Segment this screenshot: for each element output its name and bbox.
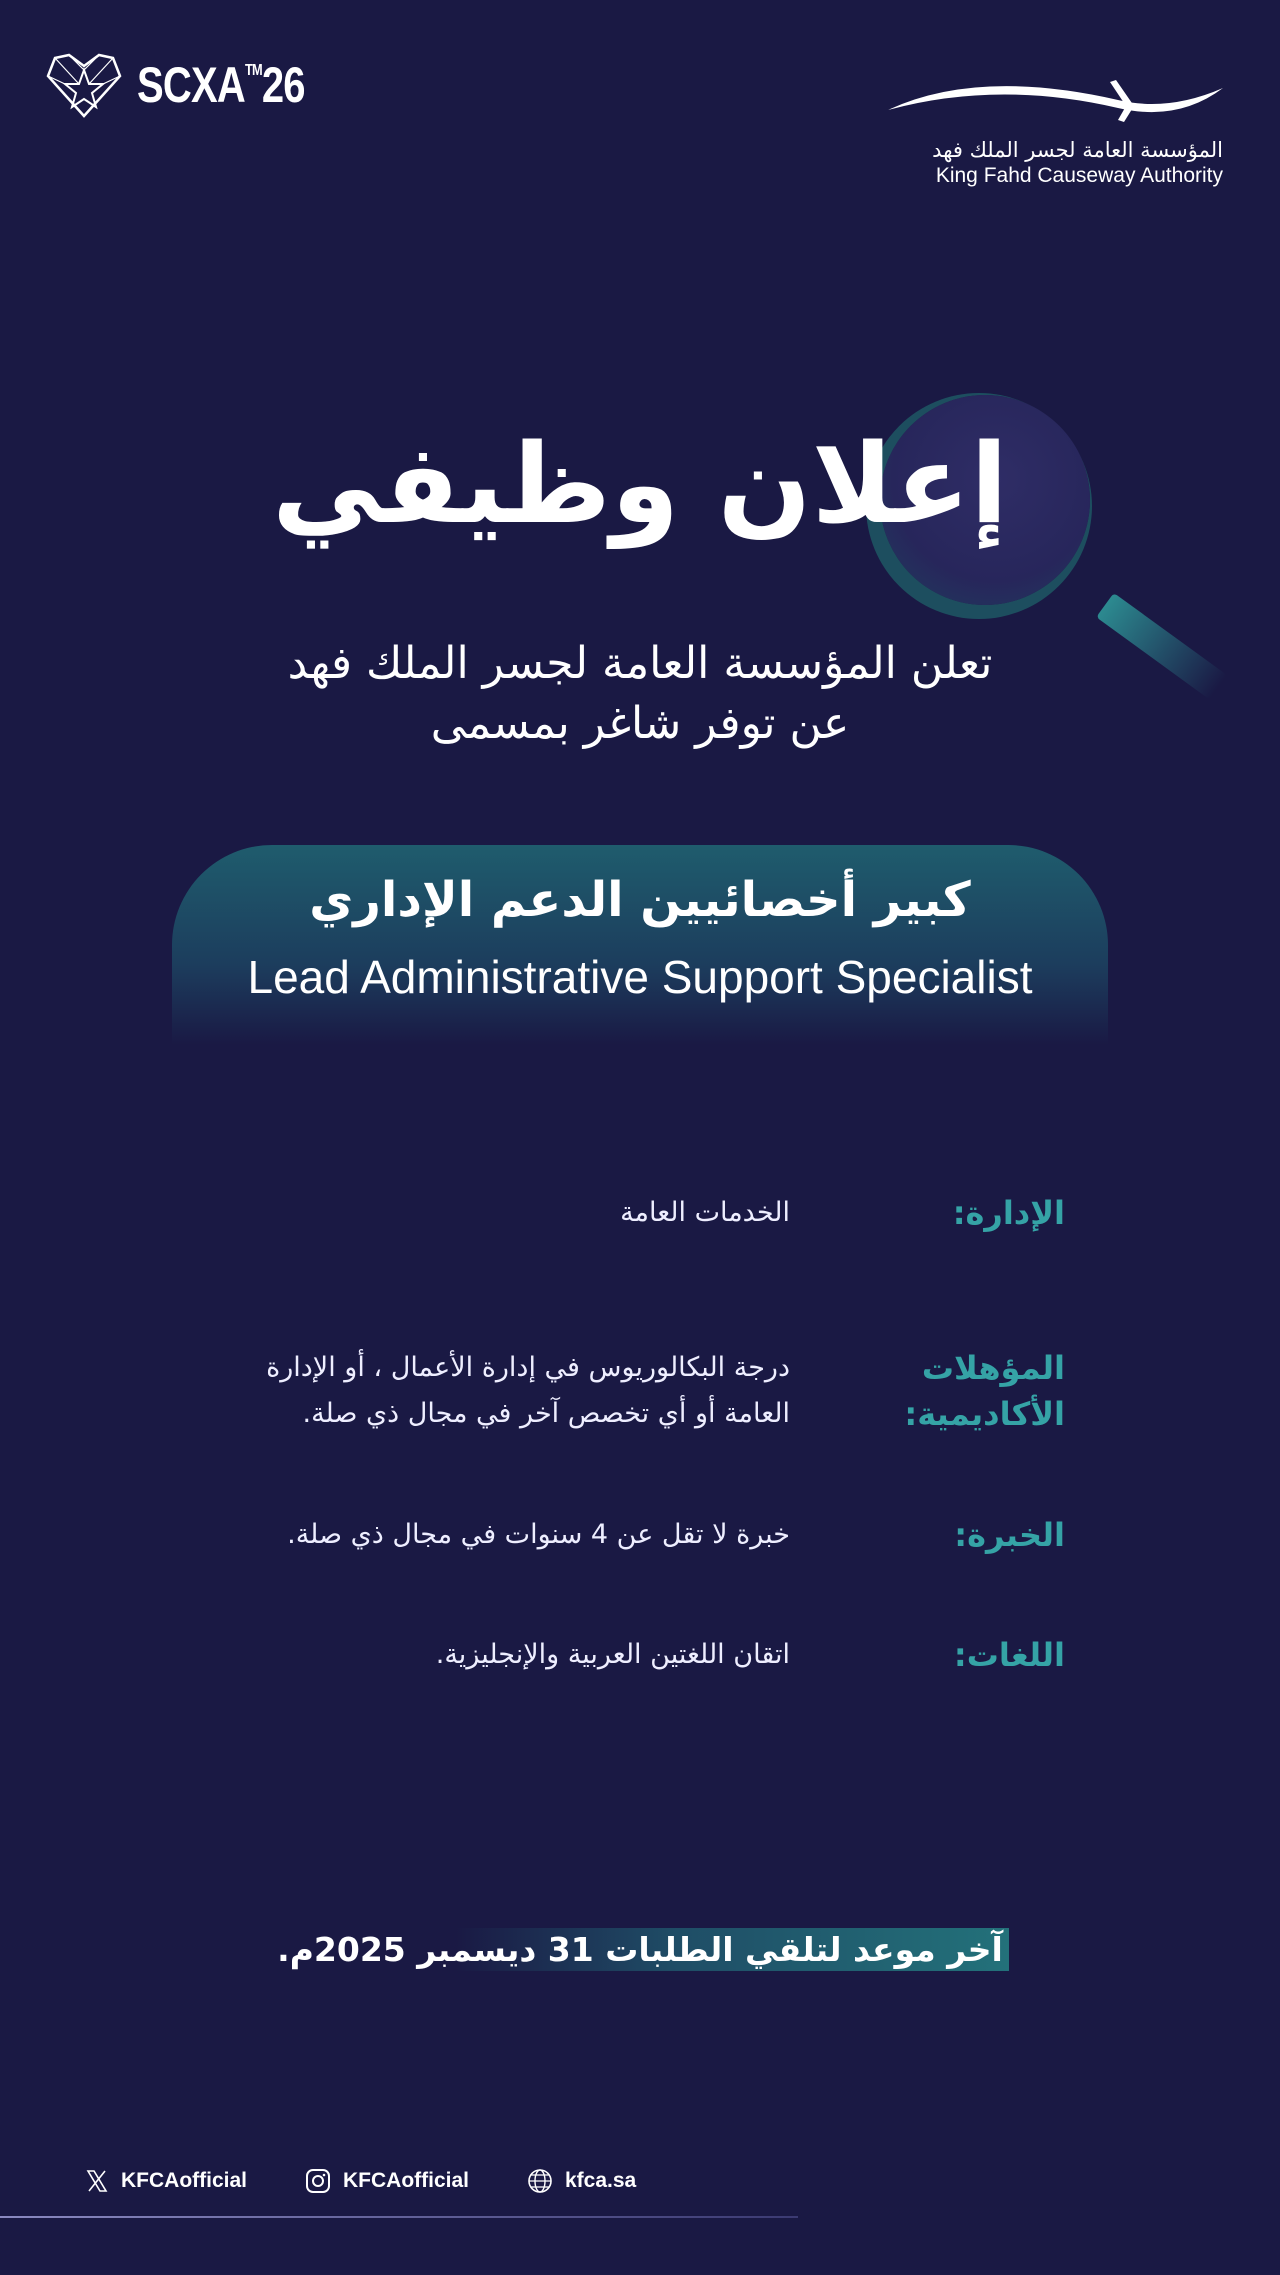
job-title-en: Lead Administrative Support Specialist bbox=[247, 951, 1033, 1003]
footer-social bbox=[85, 2168, 636, 2194]
instagram-link[interactable] bbox=[305, 2168, 469, 2194]
deadline-text: آخر موعد لتلقي الطلبات 31 ديسمبر 2025م. bbox=[271, 1928, 1009, 1971]
brand-tm: TM bbox=[244, 62, 262, 79]
heart-star-icon bbox=[45, 52, 123, 118]
deadline bbox=[0, 1930, 1280, 1969]
detail-row-department bbox=[165, 1190, 1065, 1236]
detail-value: الخدمات العامة bbox=[620, 1197, 790, 1228]
footer-divider bbox=[0, 2216, 798, 2218]
detail-label: الإدارة: bbox=[952, 1194, 1065, 1232]
org-name-en: King Fahd Causeway Authority bbox=[935, 164, 1223, 187]
detail-value: درجة البكالوريوس في إدارة الأعمال ، أو الإدارة العامة أو أي تخصص آخر في مجال ذي صلة. bbox=[266, 1352, 790, 1429]
detail-row-qualifications bbox=[165, 1345, 1065, 1437]
website-url: kfca.sa bbox=[565, 2169, 637, 2192]
detail-label: اللغات: bbox=[953, 1636, 1065, 1674]
org-name-ar: المؤسسة العامة لجسر الملك فهد bbox=[932, 138, 1223, 162]
subtitle-line-2: عن توفر شاغر بمسمى bbox=[430, 698, 850, 749]
scxa-logo bbox=[45, 52, 347, 118]
page-title: إعلان وظيفي bbox=[272, 420, 1008, 548]
subtitle-line-1: تعلن المؤسسة العامة لجسر الملك فهد bbox=[287, 638, 993, 689]
job-title-ar: كبير أخصائيين الدعم الإداري bbox=[309, 872, 971, 928]
detail-label: المؤهلات الأكاديمية: bbox=[904, 1349, 1065, 1433]
kfca-logo bbox=[888, 78, 1223, 188]
globe-icon bbox=[527, 2168, 553, 2194]
instagram-handle: KFCAofficial bbox=[343, 2169, 469, 2192]
detail-value: خبرة لا تقل عن 4 سنوات في مجال ذي صلة. bbox=[287, 1519, 790, 1550]
bridge-logo-icon bbox=[888, 78, 1223, 128]
detail-label: الخبرة: bbox=[954, 1516, 1065, 1554]
detail-value: اتقان اللغتين العربية والإنجليزية. bbox=[435, 1639, 790, 1670]
detail-row-experience bbox=[165, 1512, 1065, 1558]
x-icon bbox=[85, 2169, 109, 2193]
website-link[interactable] bbox=[527, 2168, 636, 2194]
brand-name: SCXA bbox=[137, 57, 245, 113]
instagram-icon bbox=[305, 2168, 331, 2194]
detail-row-languages bbox=[165, 1632, 1065, 1678]
x-link[interactable] bbox=[85, 2168, 247, 2194]
brand-year: 26 bbox=[261, 57, 305, 113]
x-handle: KFCAofficial bbox=[121, 2169, 247, 2192]
